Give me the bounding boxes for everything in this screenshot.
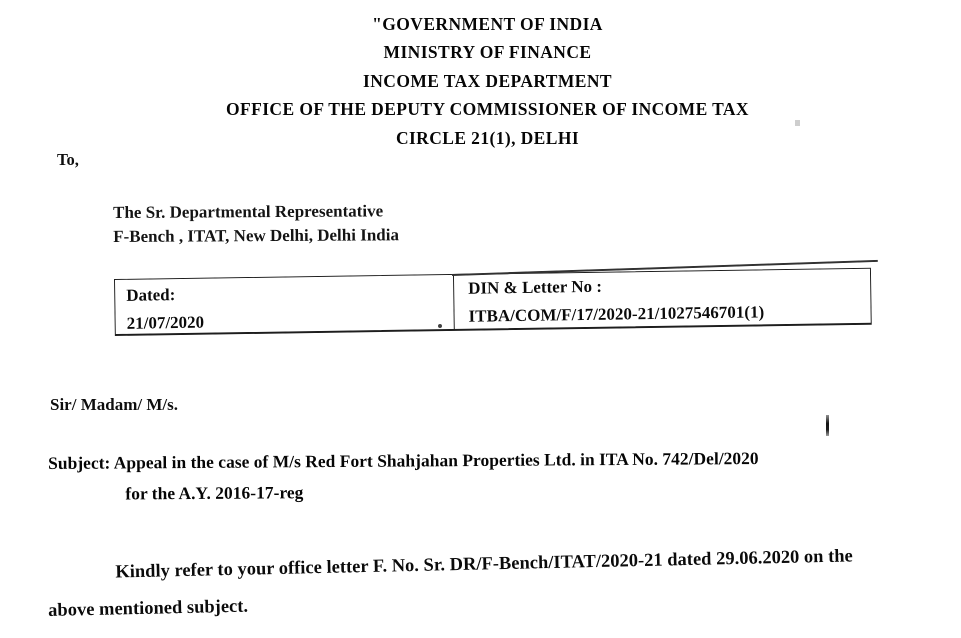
letterhead-government-of-india: "GOVERNMENT OF INDIA [372, 14, 603, 34]
dated-cell [115, 275, 455, 334]
addressee-address: F-Bench , ITAT, New Delhi, Delhi India [113, 225, 399, 246]
dated-label: Dated: [126, 285, 176, 305]
body-paragraph [47, 537, 928, 630]
meta-table [114, 268, 872, 336]
scan-artifact-mark [826, 415, 829, 436]
subject-block [48, 442, 908, 510]
letterhead-ministry-of-finance: MINISTRY OF FINANCE [383, 42, 592, 63]
letterhead-office-line: OFFICE OF THE DEPUTY COMMISSIONER OF INCOME TAX [226, 99, 749, 120]
body-line-1: Kindly refer to your office letter F. No. Sr. DR/F-Bench/ITAT/2020-21 dated 29.06.2020 on the [115, 546, 853, 583]
addressee-name: The Sr. Departmental Representative [113, 201, 384, 222]
letterhead-circle-line: CIRCLE 21(1), DELHI [395, 127, 580, 148]
greeting-line: Sir/ Madam/ M/s. [50, 395, 178, 414]
dated-value: 21/07/2020 [126, 312, 205, 333]
letterhead [14, 10, 961, 152]
scan-artifact-speck [438, 324, 442, 328]
subject-line-2: for the A.Y. 2016-17-reg [125, 482, 304, 504]
din-cell [454, 269, 871, 329]
letterhead-income-tax-department: INCOME TAX DEPARTMENT [363, 70, 612, 91]
addressee-block [113, 199, 399, 249]
din-label: DIN & Letter No : [468, 276, 603, 298]
subject-line-1: Subject: Appeal in the case of M/s Red Fort Shahjahan Properties Ltd. in ITA No. 742/Del/2020 [48, 448, 759, 473]
salutation-to: To, [57, 150, 79, 169]
din-value: ITBA/COM/F/17/2020-21/1027546701(1) [468, 302, 765, 326]
scan-artifact-dot [795, 120, 800, 126]
body-line-2: above mentioned subject. [47, 596, 249, 621]
